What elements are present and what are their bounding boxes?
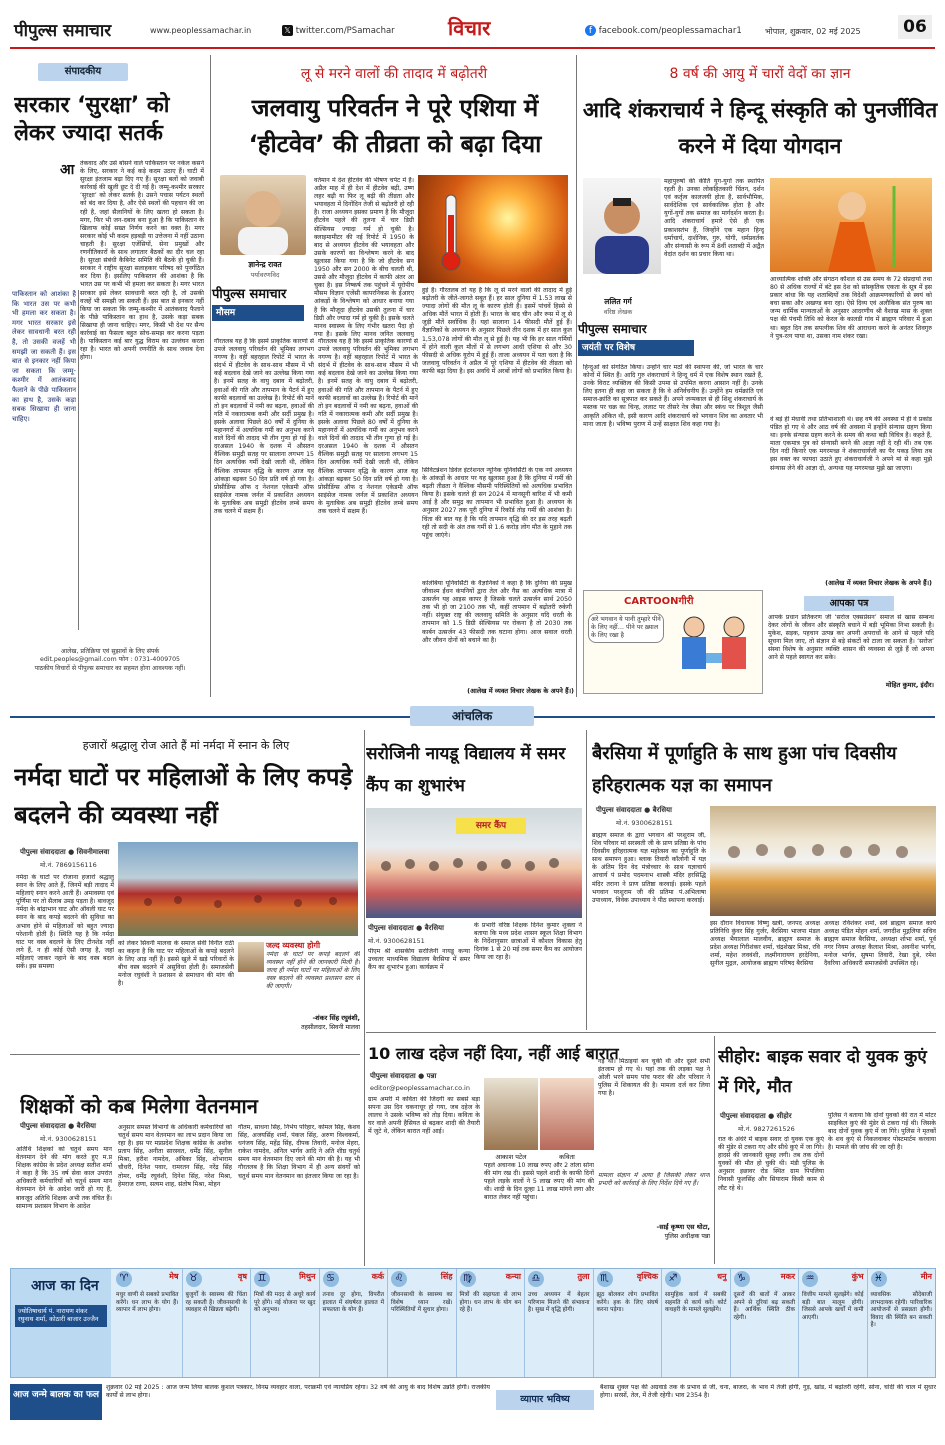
teachers-body-c: गौतम, साधना सिंह, निर्भय परिहार, कोमल सिंह, केशव सिंह, अजयसिंह शर्मा, पंकज सिंह, अरुण विश्वकर्मा, धनंजय सिंह, महेंद्र सिंह, दीपक तिवारी, मनोज मेहरा, राकेश नामदेव, अनिल भार्गव आदि ने अति शीघ्र चतुर्थ समय मान वेतनमान दिए जाने की मांग की है। यह भी गौरतलब है कि शिक्षा विभाग में ही अन्य संवर्गों को चतुर्थ समय मान वेतनमान का इंतजार किया जा रहा है। [238, 1124, 360, 1180]
birthday-title: आज जन्मे बालक का फल [10, 1384, 102, 1420]
zodiac-sign-7 [524, 1269, 593, 1377]
zodiac-sign-4 [319, 1269, 388, 1377]
author-role-garg: वरिष्ठ लेखक [603, 308, 633, 316]
dahej-quote [598, 1172, 710, 1262]
zodiac-sign-6 [456, 1269, 525, 1377]
zodiac-symbol-icon: ♎ [528, 1271, 544, 1287]
horoscope-title-panel [11, 1269, 111, 1377]
heatwave-body-c: हुई है। गौरतलब तो यह है कि लू से मरने वालों की तादाद में हुई बढ़ोतरी के जीते-जागते सबूत हैं। हर साल दुनिया में 1.53 लाख से ज्यादा लोगों की मौत लू के कारण होती है। इसमें पांचवें हिस्से से अधिक मौतें भारत में होती हैं। भारत के बाद चीन और रूस में लू से जुड़ी मौतें सर्वाधिक हैं। यहां सालाना 14 फीसदी मौतें हुई हैं। वैज्ञानिकों के अध्ययन के अनुसार पिछले तीन दशक में हर साल कुल 1,53,078 लोगों की मौत लू से हुई है। यह भी कि हर साल गर्मियों में होने वाली कुल मौतों में से लगभग आधी एशिया से और 30 फीसदी से अधिक यूरोप में हुई हैं। ताजा अध्ययन में पता चला है कि जलवायु परिवर्तन ने अप्रैल में पूरे एशिया में हीटवेव की तीव्रता को काफी बढ़ा दिया है। इस अवधि में अरबों लोगों को प्रभावित किया है। [422, 287, 572, 375]
dahej-headline: 10 लाख दहेज नहीं दिया, नहीं आई बारात [368, 1044, 619, 1063]
zodiac-symbol-icon: ♐ [665, 1271, 681, 1287]
bride-caption: कविता [559, 1153, 575, 1161]
sehore-byline: पीपुल्स संवाददाता ● सीहोर [720, 1112, 792, 1120]
zodiac-sign-3 [250, 1269, 319, 1377]
market-title: व्यापार भविष्य [496, 1390, 594, 1410]
portrait-icon [220, 175, 306, 255]
zodiac-prediction: व्यावसिक सौदेबाजी लाभदायक रहेगी। पारिवारिक आयोजनों से प्रसन्नता होगी। विवाद की स्थिति बन सकती है। [870, 1292, 932, 1329]
zodiac-name: वृश्चिक [636, 1272, 658, 1281]
zodiac-symbol-icon: ♑ [734, 1271, 750, 1287]
heatwave-photo [418, 175, 568, 283]
zodiac-sign-5 [387, 1269, 456, 1377]
sarojini-body-b: के प्रभारी वरिष्ठ शिक्षक दिनेश कुमार शुक्ला ने बताया कि मध्य प्रदेश शासन स्कूल शिक्षा विभाग के निर्देशानुसार छात्राओं में कौशल विकास हेतु दिनांक 1 से 20 मई तक समर कैंप का आयोजन किया जा रहा है। [474, 922, 582, 962]
heatwave-kicker: लू से मरने वालों की तादाद में बढ़ोतरी [300, 66, 488, 82]
page-number: 06 [898, 15, 932, 39]
zodiac-prediction: मधुर वाणी से सबको प्रभावित करेंगे। धन लाभ के योग हैं। व्यापार में लाभ होगा। [116, 1292, 179, 1314]
teachers-phone: मो.नं. 9300628151 [40, 1135, 97, 1143]
harihar-body-c: अध्यक्ष रविशंकर शर्मा, सर्व ब्राह्मण समाज कार्य अध्यक्ष पंडित मोहन शर्मा, जगदीश मुद्गलिया सचिव ब्राह्मण समाज बैरसिया, अध्यक्षा शोभा शर्मा, पूर्व नगर नियम अध्यक्ष कैलाश मिश्रा, अवनीश भार्गव, मनोज भार्गव, सुषमा तिवारी, रेखा दुबे, रमेश दैवरिया अधिकारी समाजसेवी उपस्थित रहे। [824, 920, 936, 968]
zodiac-name: कुंभ [851, 1272, 864, 1281]
sarojini-phone: मो.नं. 9300628151 [368, 937, 425, 945]
sarojini-byline: पीपुल्स संवाददाता ● बैरसिया [368, 924, 444, 932]
shankar-body-d: वे बड़े ही मेधावी तथा प्रतिभाशाली थे। छह वर्ष की अवस्था में ही वे प्रकांड पंडित हो गए थे और आठ वर्ष की अवस्था में इन्होंने संन्यास ग्रहण किया था। इनके संन्यास ग्रहण करने के समय की कथा बड़ी विचित्र है। कहते हैं, माता एकमात्र पुत्र को संन्यासी बनने की आज्ञा नहीं दे रही थीं। तब एक दिन नदी किनारे एक मगरमच्छ ने शंकराचार्यजी का पैर पकड़ लिया तब इस वक्त का फायदा उठाते हुए शंकराचार्यजी ने अपने मां से कहा मुझे संन्यास लेने की आज्ञा दो, अन्यथा यह मगरमच्छ मुझे खा जाएगा। [770, 416, 932, 472]
quote-by: -शंकर सिंह रघुवंशी, [312, 1014, 360, 1022]
footer-disclaimer: पाठकीय विचारों से पीपुल्स समाचार का सहमत होना आवश्यक नहीं। [34, 664, 186, 672]
zodiac-symbol-icon: ♉ [186, 1271, 202, 1287]
twitter-link[interactable] [282, 25, 395, 36]
harihar-photo [710, 806, 936, 916]
shankar-body-b: हिन्दुओं को संगठित किया। उन्होंने चार मठों की स्थापना की, जो भारत के चार कोनों में स्थित हैं। आदि गुरु शंकराचार्य ने हिन्दू धर्म में एक विशेष स्थान रखते हैं, उनके विराट व्यक्तित्व की किसी उपमा से उपमित करना आसान नहीं है। उनके लिए इतना ही कहा जा सकता है कि वे अनिर्वचनीय हैं। उन्होंने हम धर्मक्रांति एवं समाज-क्रांति का सूत्रपात कर सकते हैं। अपने जन्मकाल से ही शिशु शंकराचार्य के मस्तक पर चक्र का चिन्ह, ललाट पर तीसरे नेत्र जैसा और स्कंध पर त्रिशूल जैसी आकृति अंकित थी, इसी कारण आदि शंकराचार्य को भगवान शिव का अवतार भी माना जाता है। भविष्य पुराण में उन्हें साक्षात शिव कहा गया है। [583, 364, 763, 428]
author-name-rawat: ज्ञानेन्द्र रावत [248, 260, 282, 269]
zodiac-prediction: तनाव दूर होगा, विपरीत हालात में संघर्षरत हालात में सफलता के योग हैं। [322, 1292, 384, 1314]
heatwave-body-e: कोलंबिया यूनिवर्सिटी के वैज्ञानिकों ने कहा है कि दुनिया की प्रमुख जीवाश्म ईंधन कंपनियों द्वारा तेल और गैस का अत्यधिक मात्रा में उत्सर्जन यह आइस कापर है जिसके चलते उत्सर्जन सार्थ 2050 तक भी हो जा 2100 तक भी, कहीं तापमान में बढ़ोतरी रुकेगी नहीं। संयुक्त राष्ट्र की जलवायु समिति के अनुसार यदि धरती के तापमान को 1.5 डिग्री सेल्सियस पर रोकना है तो 2030 तक कार्बन उत्सर्जन 43 फीसदी तक घटाना होगा। आज सवाल धरती और जीवन दोनों को बचाने का है। [422, 580, 572, 644]
zodiac-prediction: झूठ बोलकर लोग प्रभावित करेंगे। हक के लिए संघर्ष करना पड़ेगा। [596, 1292, 658, 1314]
badge-label: मौसम [212, 305, 304, 321]
editorial-tag: संपादकीय [38, 63, 128, 81]
footer-phone: फोन : 0731-4009705 [118, 656, 180, 664]
zodiac-prediction: जीवनसाथी के स्वास्थ्य का विशेष ध्यान रखें। परिस्थितियों में सुधार होगा। [391, 1292, 453, 1314]
x-icon: 𝕏 [282, 25, 293, 36]
editorial-sidebar-rule [78, 290, 79, 630]
zodiac-sign-1 [113, 1269, 182, 1377]
heatwave-body-a2: गौरतलब यह है कि इसमें प्राकृतिक कारणों से उपजे जलवायु परिवर्तन की भूमिका लगभग नगण्य है। वहीं बहरहाल रिपोर्ट में भारत के संदर्भ में हीटवेव के साथ-साथ मौसम में भी कई बदलाव देखे जाने का उल्लेख किया गया है। इनमें सतह के वायु दबाव में बढ़ोतरी, हवाओं की गति और तापमान के पैटर्न में हुए काफी बदलावों का उल्लेख है। रिपोर्ट की मानें तो इन बदलावों में नमी का बढ़ना, हवाओं की गति में नकारात्मक कमी और सर्दी प्रमुख है। इसके अलावा पिछले 80 वर्षों में दुनिया के महानगरों में अत्यधिक गर्मी का अनुभव करने वाले दिनों की तादाद भी तीन गुणा हो गई है। दरअसल 1940 के दशक में औसतन वैश्विक समुद्री सतह पर सालाना लगभग 15 दिन अत्यधिक गर्मी देखी जाती थी, लेकिन वैश्विक तापमान वृद्धि के कारण आज यह आंकड़ा बढ़कर 50 दिन प्रति वर्ष हो गया है। प्रोसीडिंग्स ऑफ द नेशनल एकेडमी ऑफ साइंसेज नामक जर्नल में प्रकाशित अध्ययन के मुताबिक अब समुद्री हीटवेव लम्बे समय तक चलने में सक्षम हैं। [318, 338, 418, 515]
facebook-icon: f [585, 25, 596, 36]
harihar-phone: मो.नं. 9300628151 [616, 819, 673, 827]
brand-logo: पीपुल्स समाचार [14, 21, 112, 41]
dahej-quote-text: मामला संज्ञान में आया है जिसकी लेकर थाना प्रभारी को कार्रवाई के लिए निर्देश दिये गए हैं। [598, 1172, 710, 1188]
footer-contact-label: आलेख, प्रतिक्रिया एवं सुझावों के लिए संपर्क [60, 648, 160, 655]
zodiac-prediction: मित्रों की सहायता से लाभ होगा। धन लाभ के योग बन रहे हैं। [459, 1292, 521, 1314]
zodiac-name: कन्या [505, 1272, 521, 1281]
author-role-rawat: पर्यावरणविद [250, 271, 280, 279]
harihar-body-a: ब्राह्मण समाज के द्वारा भगवान श्री परशुराम जी, शिव परिवार मां सरस्वती जी के प्राण प्रतिष्ठा के पांच दिवसीय हरिहरात्मक यज्ञ महोत्सव का पूर्णाहुति के साथ समापन हुआ। ब्लाक तिवारी कॉलोनी में यज्ञ के अंतिम दिन वेद मंत्रोच्चार के साथ यज्ञाचार्य आचार्य पं प्रमोद पदमनाभ शास्त्री मंदिर हरसिद्धि मंदिर तराना ने प्राण प्रतिष्ठा करवाई। इसके पहले भगवान परशुराम जी की प्रतिमा पं.अभिलाषा उपाध्याय, विवेक उपाध्याय ने पीठ स्थापना करवाई। [592, 832, 706, 904]
zodiac-name: मकर [780, 1272, 795, 1281]
zodiac-sign-12 [867, 1269, 936, 1377]
shankar-headline: आदि शंकराचार्य ने हिन्दू संस्कृति को पुनर्जीवित करने में दिया योगदान [582, 98, 938, 158]
narmada-kicker: हजारों श्रद्धालु रोज आते हैं मां नर्मदा में स्नान के लिए [82, 739, 290, 752]
narmada-headline: नर्मदा घाटों पर महिलाओं के लिए कपड़े बदलने की व्यवस्था नहीं [14, 763, 353, 829]
dahej-byline: पीपुल्स संवाददाता ● पन्ना [370, 1072, 437, 1080]
footer-email[interactable]: edit.peoples@gmail.com [40, 656, 117, 664]
birthday-band [10, 1382, 936, 1424]
website-link[interactable]: www.peoplessamachar.in [150, 26, 252, 35]
group-people-icon [710, 806, 936, 916]
sarojini-body-a: पीएम श्री शासकीय सरोजिनी नायडू कन्या उच्चतर माध्यमिक विद्यालय बैरसिया में समर कैंप का शुभारंभ हुआ। कार्यक्रम में [368, 948, 470, 972]
sehore-phone: मो.नं. 9827261526 [738, 1125, 795, 1133]
heatwave-body-a: वर्तमान में देश हीटवेव की भीषण चपेट में है। अप्रैल माह में ही देश में हीटवेव बढ़ी, उष्ण लहर बढ़ी या फिर लू बढ़ी की तीव्रता और भयावहता में दिनोंदिन तेजी से बढ़ोतरी हो रही है। राजा अध्ययन इसका प्रमाण है कि मौजूदा हीटवेव पहले की तुलना में चार डिग्री सेल्सियस ज्यादा गर्म हो चुकी है। क्लाइमामीटर की नई रिपोर्ट में 1950 के बाद से अध्ययन हीटवेव की भयावहता और उसके कारणों का विश्लेषण करने के बाद खुलासा किया गया है कि जो हीटवेव सन 1950 और सन 2000 के बीच चलती थी, उससे और मौजूदा हीटवेव में काफी अंतर आ चुका है। इस निष्कर्ष तक पहुंचने में यूरोपीय मौसम विज्ञान एजेंसी कापरनिकस के ईआरए आंकड़ों के विश्लेषण को आधार बनाया गया है कि मौजूदा हीटवेव उसकी तुलना में चार डिग्री और ज्यादा गर्म हो चुकी है। इसके चलते मानव स्वास्थ्य के लिए गंभीर खतरा पैदा हो गया है। इसके लिए मानव जनित जलवायु [314, 177, 414, 337]
zodiac-row [113, 1269, 935, 1377]
sehore-body-a: रात के अंधेरे में बाइक सवार दो युवक एक कुएं की मुंडेर से टकरा गए और सीधे कुएं में जा गिरे। हादसे की जानकारी सुबह लगी। तब तक दोनों युवकों की मौत हो चुकी थी। मंडी पुलिस के अनुसार इछावर रोड स्थित ग्राम पिपलिया निवासी फूलसिंह और सियाराम किसी काम से लौट रहे थे। [718, 1136, 824, 1192]
narmada-ghat-photo [118, 842, 358, 936]
zodiac-symbol-icon: ♍ [460, 1271, 476, 1287]
shankar-body-a: महापुरुषों की कीर्ति युग-युगों तक स्थापित रहती है। उनका लोकहितकारी चिंतन, दर्शन एवं कर्तृत्व कालजयी होता है, सार्वभौमिक, सार्वदेशिक एवं सार्वकालिक होता है और युगों-युगों तक समाज का मार्गदर्शन करता है। आदि शंकराचार्य हमारे ऐसे ही एक प्रकाशस्तंभ हैं, जिन्होंने एक महान हिन्दू धर्माचार्य, दार्शनिक, गुरु, योगी, धर्मप्रवर्तक और संन्यासी के रूप में 8वीं शताब्दी में अद्वैत वेदांत दर्शन का प्रचार किया था। [664, 178, 764, 258]
author-photo-rawat [220, 175, 306, 255]
teachers-headline: शिक्षकों को कब मिलेगा वेतनमान [20, 1094, 258, 1118]
page-header [0, 0, 945, 50]
cartoon-caption: अरे भगवान ये पानी तुम्हारे पीने के लिए नहीं… पीने पर ख़्याल के लिए रखा है [588, 613, 664, 643]
horoscope-astrologer: ज्योतिषाचार्य पं. नारायण शंकर रघुनाथ शर्मा, कोठारी बाजार उज्जैन [15, 1305, 107, 1327]
zodiac-prediction: उच्च अध्ययन में बेहतर परिणाम मिलने की संभावना है। सुख में वृद्धि होगी। [528, 1292, 590, 1314]
author-photo-garg [583, 178, 661, 274]
zodiac-prediction: दूसरों की बातों में आकर अपने से दूरियां बढ़ सकती हैं। आर्थिक स्थिति ठीक रहेगी। [733, 1292, 795, 1321]
zodiac-symbol-icon: ♌ [391, 1271, 407, 1287]
zodiac-prediction: सामुहिक कार्य में सबकी सहमति से कार्य करें। कोर्ट कचहरी के मामले सुलझेंगे। [665, 1292, 727, 1314]
cartoon-figures-icon [666, 609, 762, 693]
sarojini-headline: सरोजिनी नायडू विद्यालय में समर कैंप का शुभारंभ [366, 744, 566, 796]
zodiac-symbol-icon: ♋ [323, 1271, 339, 1287]
col-rule-1 [210, 55, 211, 697]
editorial-body: तंकवाद और उसे बोसने वाले पाकिस्तान पर नकेल कसने के लिए, सरकार ने कई कड़े कदम उठाए हैं। घाटी में सुरक्षा इंतजाम बढ़ा दिए गए हैं। सुरक्षा बलों को जवाबी कार्रवाई की खुली छूट दे दी गई है। जम्मू-कश्मीर सरकार ‘सुरक्षा’ को लेकर सतर्क है। उसने पचास पर्यटन स्थलों को बंद कर दिया है, और ऐसे स्थलों की पहचान की जा रही है, जहां सैलानियों के लिए खतरा हो सकता है। मगर, फिर भी जन-दबाव बना हुआ है कि पाकिस्तान के खिलाफ कोई सख्त निर्णय करने का वक्त है। मगर सरकार कोई भी कदम हड़बड़ी या उत्तेजना में नहीं उठाना चाहती है। सुरक्षा एजेंसियों, सेना प्रमुखों और रणनीतिकारों के साथ लगातार बैठकों का दौर चल रहा है। सुरक्षा संबंधी कैबिनेट समिति की बैठकें हो चुकी हैं। सरकार ने राष्ट्रीय सुरक्षा सलाहकार परिषद को पुनर्गठित कर दिया है। इसलिए पाकिस्तान की आशंका है कि भारत उस पर कभी भी हमला कर सकता है। मगर भारत सरकार इसे लेकर सावधानी बरत रही है, तो उसकी वजहें भी समझी जा सकती हैं। इस बात से इनकार नहीं किया जा सकता कि जम्मू-कश्मीर में आतंकवाद फैलाने के पीछे पाकिस्तान का हाथ है, उसके कड़ा सबक सिखाया ही जाना चाहिए। मगर, किसी भी देश पर सैन्य कार्रवाई का फैसला बहुत सोच-समझ कर करना पड़ता है। पाकिस्तान कई बार युद्ध विराम का उल्लंघन करता रहा है। भारत को अपनी रणनीति के साथ जवाब देना होगा। [80, 160, 204, 362]
zodiac-sign-8 [593, 1269, 662, 1377]
harihar-headline: बैरसिया में पूर्णाहुति के साथ हुआ पांच दिवसीय हरिहरात्मक यज्ञ का समापन [592, 743, 897, 796]
dahej-photo-bride [540, 1078, 594, 1150]
zodiac-name: वृष [237, 1272, 247, 1281]
zodiac-symbol-icon: ♊ [254, 1271, 270, 1287]
letters-body: आपके प्रधान प्रतिकरण जी ‘सरोज एक्सप्रेसन’ समाज से खास सम्बन्ध देकर लोगों के जीवन और संस्कृति बचाने में बड़ी भूमिका निभा सकती है। मुकेश, सड़क, पहचान उत्पन्न कर अपनी अपराधों के आने से पहले यदि सूचना मिल जाए, तो संज्ञान से बड़े संकटों को टाला जा सकता है। ‘सरोज’ संस्था विशेष के अनुसार व्यक्ति शासन की व्यवस्था से जुड़े हैं जो अपना आने से पहले स्वागत कर सके। [768, 614, 934, 662]
zodiac-prediction: वित्तीय मामले सुलझेंगे। कोई बड़ी बात मालूम होगी। जिससे आपके खर्चों में कमी आएगी। [802, 1292, 864, 1321]
dahej-photo-groom [484, 1078, 538, 1150]
anchalik-label: आंचलिक [410, 706, 534, 726]
zodiac-sign-9 [661, 1269, 730, 1377]
col-rule-5 [714, 1036, 715, 1264]
shankar-footer: (आलेख में व्यक्त विचार लेखक के अपने हैं।) [825, 579, 932, 587]
tehsildar-photo [238, 942, 264, 972]
zodiac-sign-10 [730, 1269, 799, 1377]
badge-brand: पीपुल्स समाचार [212, 287, 287, 302]
heatwave-body-d: सिविटन्नेशन डिवेल इंटरेशनल न्यूनिक यूनिवर्सिटी के एक नये अध्ययन के आंकड़ों के आधार पर यह खुलासा हुआ है कि दुनिया में गर्मी की बढ़ती तीव्रता ने वैश्विक मौसमी परिस्थितियों को अत्यधिक प्रभावित किया है। इसके चलते ही सन 2024 में मानसूनी बारिश में भी कमी आई है और समुद्र का तापमान भी प्रभावित हुआ है। अध्ययन के अनुसार 2027 तक पूरी दुनिया में रिकॉर्ड तोड़ गर्मी की आशंका है। चिंता की बात यह है कि यदि तापमान वृद्धि की दर इस तरह बढ़ती रही तो सदी के अंत तक गर्मी से 1.6 करोड़ लोग मौत के मुहाने तक पहुंच जाएंगे। [422, 467, 572, 539]
dahej-quote-by: -साईं कृष्णा एस थोटा, [656, 1223, 710, 1231]
editorial-headline: सरकार ‘सुरक्षा’ को लेकर ज्यादा सतर्क [14, 93, 170, 146]
footer-contact [12, 656, 208, 664]
cartoon-box [583, 590, 763, 694]
dateline: भोपाल, शुक्रवार, 02 मई 2025 [765, 27, 861, 36]
letters-box [768, 596, 934, 694]
quote-role: तहसीलदार, सिवनी मालवा [301, 1024, 360, 1031]
dahej-body-a: ग्राम अमरी में कविता की जिंदगी का सबसे बड़ा सपना उस दिन चकनाचूर हो गया, जब दहेज के लालच ने उसके भविष्य को तोड़ दिया। कविता के घर वाले अपनी हैसियत से बढ़कर शादी की तैयारी में जुटे थे, लेकिन बारात नहीं आई। [368, 1096, 480, 1136]
sarojini-photo [366, 808, 582, 918]
col-rule-2 [576, 55, 577, 697]
zodiac-prediction: बुजुर्गों के स्वास्थ्य की चिंता रह सकती है। जीवनसाथी के व्यवहार से खिन्नता बढ़ेगी। [185, 1292, 247, 1314]
letters-signature: मोहित कुमार, इंदौर। [885, 681, 934, 689]
zodiac-sign-11 [798, 1269, 867, 1377]
harihar-byline: पीपुल्स संवाददाता ● बैरसिया [596, 806, 672, 814]
groom-caption: आकाश पटेल [495, 1153, 527, 1161]
zodiac-name: मेष [169, 1272, 179, 1281]
quote-title: जल्द व्यवस्था होगी [266, 941, 321, 950]
zodiac-name: सिंह [440, 1272, 453, 1281]
section-title: विचार [448, 16, 491, 40]
zodiac-sign-2 [182, 1269, 251, 1377]
teachers-byline: पीपुल्स संवाददाता ● बैरसिया [20, 1122, 96, 1130]
dahej-body-b: पहले अचानक 10 लाख रुपए और 2 तोला सोना की मांग रख दी। इससे पहले शादी के काफी दिनों पहले लड़के वालों ने 5 लाख रुपए की मांग की थी। शादी के दिन दूल्हा 11 लाख मांगने लगा और बारात लेकर नहीं पहुंचा। [484, 1162, 594, 1202]
facebook-link[interactable] [585, 25, 742, 36]
zodiac-symbol-icon: ♈ [116, 1271, 132, 1287]
heatwave-body-b: गौरतलब यह है कि इसमें प्राकृतिक कारणों से उपजे जलवायु परिवर्तन की भूमिका लगभग नगण्य है। वहीं बहरहाल रिपोर्ट में भारत के संदर्भ में हीटवेव के साथ-साथ मौसम में भी कई बदलाव देखे जाने का उल्लेख किया गया है। इनमें सतह के वायु दबाव में बढ़ोतरी, हवाओं की गति और तापमान के पैटर्न में हुए काफी बदलावों का उल्लेख है। रिपोर्ट की मानें तो इन बदलावों में नमी का बढ़ना, हवाओं की गति में नकारात्मक कमी और सर्दी प्रमुख है। इसके अलावा पिछले 80 वर्षों में दुनिया के महानगरों में अत्यधिक गर्मी का अनुभव करने वाले दिनों की तादाद भी तीन गुणा हो गई है। दरअसल 1940 के दशक में औसतन वैश्विक समुद्री सतह पर सालाना लगभग 15 दिन अत्यधिक गर्मी देखी जाती थी, लेकिन वैश्विक तापमान वृद्धि के कारण आज यह आंकड़ा बढ़कर 50 दिन प्रति वर्ष हो गया है। प्रोसीडिंग्स ऑफ द नेशनल एकेडमी ऑफ साइंसेज नामक जर्नल में प्रकाशित अध्ययन के मुताबिक अब समुद्री हीटवेव लम्बे समय तक चलने में सक्षम हैं। [214, 338, 314, 515]
horoscope-title: आज का दिन [31, 1278, 99, 1294]
zodiac-name: धनु [717, 1272, 727, 1281]
thermometer-icon [418, 175, 568, 283]
quote-text: नर्मदा के घाटों पर कपड़े बदलने की व्यवस्था नहीं होने की जानकारी मिली है। जल्द ही नर्मदा घाटों पर महिलाओं के लिए वस्त्र बदलने की व्यवस्था प्रशासन स्तर से की जाएगी। [266, 951, 360, 991]
zodiac-symbol-icon: ♓ [871, 1271, 887, 1287]
saint-icon [770, 178, 932, 272]
crowd-icon [118, 842, 358, 936]
portrait-icon [583, 178, 661, 274]
students-group-icon [366, 808, 582, 918]
col-rule-3 [364, 730, 365, 1266]
zodiac-symbol-icon: ♒ [802, 1271, 818, 1287]
heatwave-footer: (आलेख में व्यक्त विचार लेखक के अपने हैं।) [467, 687, 574, 695]
editorial-dropcap: आ [60, 162, 75, 178]
shankar-kicker: 8 वर्ष की आयु में चारों वेदों का ज्ञान [669, 66, 851, 82]
teachers-body-b: अनुसार समस्त विभागों के अधिकारी कर्मचारियों को चतुर्थ समय मान वेतनमान का लाभ प्रदान किया जा रहा है। इस पर मप्रप्रदेश शिक्षक कांग्रेस के अशोक प्रताप सिंह, अनीता सारस्वत, धर्मेंद्र सिंह, सुनील मिश्रा, हरीश नामदेव, अंबिका सिंह, शोभाराम चौधरी, दिनेश पवार, रामरतन सिंह, नरेंद्र सिंह तोमर, धर्मेंद्र रघुवंशी, दिनेश सिंह, नरेश मिश्रा, हेमराज राणा, सत्यम शाह, संतोष मिश्रा, मोहन [118, 1124, 232, 1188]
zodiac-name: मीन [920, 1272, 932, 1281]
narmada-body-b: को लेकर सिवनी मालवा के समाज सेवी विनीत राठी का कहना है कि घाट पर महिलाओं के कपड़े बदलने के लिए आड़ नहीं है। इससे खुले में खड़े परिवारों के बीच वस्त्र बदलने में असुविधा होती है। समाजसेवी मनोज रघुवंशी ने प्रशासन से समाधान की मांग की है। [118, 940, 234, 988]
header-rule [10, 47, 935, 49]
narmada-phone: मो.नं. 7869156116 [40, 861, 97, 869]
shankaracharya-illustration [770, 178, 932, 272]
col-rule-4 [586, 730, 587, 1030]
teachers-body-a: अतिथि शिक्षकों को चतुर्थ समय मान वेतनमान देने की मांग करते हुए म.प्र शिक्षक कांग्रेस के प्रदेश अध्यक्ष सतीश शर्मा ने कहा है कि 35 वर्ष सेवा काल उपरांत अधिकारी कर्मचारियों को चतुर्थ समय मान वेतनमान देने के आदेश जारी हो गए हैं, बावजूद अतिथि शिक्षक अभी तक वंचित हैं। सामान्य प्रशासन विभाग के आदेश [16, 1146, 112, 1210]
horoscope-strip [10, 1268, 936, 1378]
shankar-body-c: आध्यात्मिक शक्ति और संगठन कौशल से उस समय के 72 संप्रदायों तथा 80 से अधिक राज्यों में बंटे इस देश को सांस्कृतिक एकता के सूत्र में इस प्रकार बांधा कि यह शताब्दियों तक विदेशी आक्रमणकारियों से स्वयं को बचा सका और अखण्ड बना रहा। ऐसे दिव्य एवं अलौकिक संत पुरुष का जन्म धार्मिक मान्यताओं के अनुसार आदरणीय श्री वैशाख मास के शुक्ल पक्ष की पंचमी तिथि को केरल के कालडी गांव में ब्राह्मण परिवार में हुआ था। बहुत दिन तक सपत्नीक शिव की आराधना करने के अनंतर शिवगुरु ने पुत्र-रत्न पाया था, उसका नाम शंकर रखा। [770, 276, 932, 340]
mid-rule [366, 1032, 936, 1033]
narmada-body-a: नर्मदा के घाटों पर रोजाना हजारों श्रद्धालु स्नान के लिए आते हैं, जिनमें बड़ी तादाद में महिलाएं स्नान करने आती हैं। अमावस्या एवं पूर्णिमा पर तो सैलाब उमड़ पड़ता है। बावजूद नर्मदा के बांद्राभान घाट और ऑवली घाट पर स्नान के बाद कपड़े बदलने की सुविधा का अभाव होने से महिलाओं को बहुत ज्यादा परेशानी होती है। स्थिति यह है कि नर्मदा घाट पर वस्त्र बदलने के लिए टीनशेड नहीं लगे हैं, न ही कोई ऐसी जगह है, जहां महिलाएं जाकर नहाने के बाद वस्त्र बदल सकें। इस समस्या [16, 874, 114, 971]
twitter-handle: twitter.com/PSamachar [295, 26, 395, 36]
birthday-text: शुक्रवार 02 मई 2025 : आज जन्म लिया बालक कुशल पत्रकार, विनम्र व्यवहार वाला, पराक्रमी एवं न्यायप्रिय रहेगा। 32 वर्ष की आयु के बाद विशेष उन्नति होगी। राजकीय कार्यों से लाभ होगा। [106, 1384, 490, 1400]
narmada-quote [238, 940, 360, 1050]
zodiac-symbol-icon: ♏ [597, 1271, 613, 1287]
narmada-byline: पीपुल्स संवाददाता ● सिवनीमालवा [20, 848, 110, 856]
sehore-body-b: पुलिस ने बताया कि दोनों युवकों की रात में मोटर साइकिल कुएं की मुंडेर से टकरा गई थी। जिसके बाद दोनों युवक कुएं में जा गिरे। पुलिस ने मृतकों के शव कुएं से निकलवाकर पोस्टमार्टम करवाया है। मामले की जांच की जा रही है। [828, 1112, 936, 1152]
badge-label: जयंती पर विशेष [578, 340, 694, 356]
editorial-sidebar: पाकिस्तान को आशंका है कि भारत उस पर कभी भी हमला कर सकता है। मगर भारत सरकार इसे लेकर सावधानी बरत रही है, तो उसकी वजहें भी समझी जा सकती हैं। इस बात से इनकार नहीं किया जा सकता कि जम्मू-कश्मीर में आतंकवाद फैलाने के पीछे पाकिस्तान का हाथ है, उसके कड़ा सबक सिखाया ही जाना चाहिए। [12, 290, 76, 423]
zodiac-name: तुला [577, 1272, 590, 1281]
badge-brand: पीपुल्स समाचार [578, 322, 647, 336]
market-text: बैशाख शुक्ल पक्ष की अग्रवार्ड तक के प्रभाव से जी, चना, बाजरा, के भाव में तेजी होगी, गुड़, खांड, में बढ़ोतरी रहेगी, सोना, चांदी की चाल में सुधार होगा। सरसों, तेल, में तेजी रहेगी। भाव 2354 है। [600, 1384, 936, 1400]
harihar-body-b: इस दौरान विधायक विष्णु खत्री, जनपद अध्यक्ष प्रतिनिधि कुंवर सिंह गुर्जर, बैरसिया भाजपा मंडल अध्यक्ष भैयालाल मालवीय, ब्राह्मण समाज के प्रदेश अध्यक्ष गिरीशंकर शर्मा, चंद्रशेखर मिश्रा, रवि शर्मा, महेश लववंशी, लक्ष्मीनारायण हरदेनिया, सुनील मुद्गल, आयोजक ब्राह्मण परिषद बैरसिया [710, 920, 820, 968]
editorial-footer [12, 648, 208, 688]
zodiac-name: मिथुन [299, 1272, 316, 1281]
facebook-handle: facebook.com/peoplessamachar1 [598, 26, 742, 36]
author-name-garg: ललित गर्ग [604, 297, 632, 306]
cartoon-title: CARTOONगीरी [624, 596, 694, 607]
zodiac-name: कर्क [371, 1272, 384, 1281]
dahej-quote-role: पुलिस अधीक्षक पन्ना [664, 1233, 710, 1240]
heatwave-badge [212, 284, 312, 328]
letters-title: आपका पत्र [804, 596, 894, 611]
dahej-email[interactable]: editor@peoplessamachar.co.in [370, 1084, 470, 1092]
heatwave-headline: जलवायु परिवर्तन ने पूरे एशिया में ‘हीटवेव’ की तीव्रता को बढ़ा दिया [248, 94, 542, 158]
sehore-headline: सीहोर: बाइक सवार दो युवक कुएं में गिरे, मौत [718, 1047, 927, 1097]
narmada-teachers-rule [10, 1054, 360, 1055]
dahej-body-c: गई थी। मिठाइयां बन चुकी थी और दूसरे सभी इंतजाम हो गए थे। यहां तक की लड़का पक्ष ने ओली भरने समय पांच फरार की और परिवार ने पुलिस में शिकायत की है। मामला दर्ज कर लिया गया है। [598, 1058, 710, 1098]
zodiac-prediction: मित्रों की मदद से अधूरे कार्य पूरे होंगे। नई योजना पर खुद को अनुभव। [254, 1292, 316, 1314]
camp-banner: समर कैंप [456, 818, 526, 834]
